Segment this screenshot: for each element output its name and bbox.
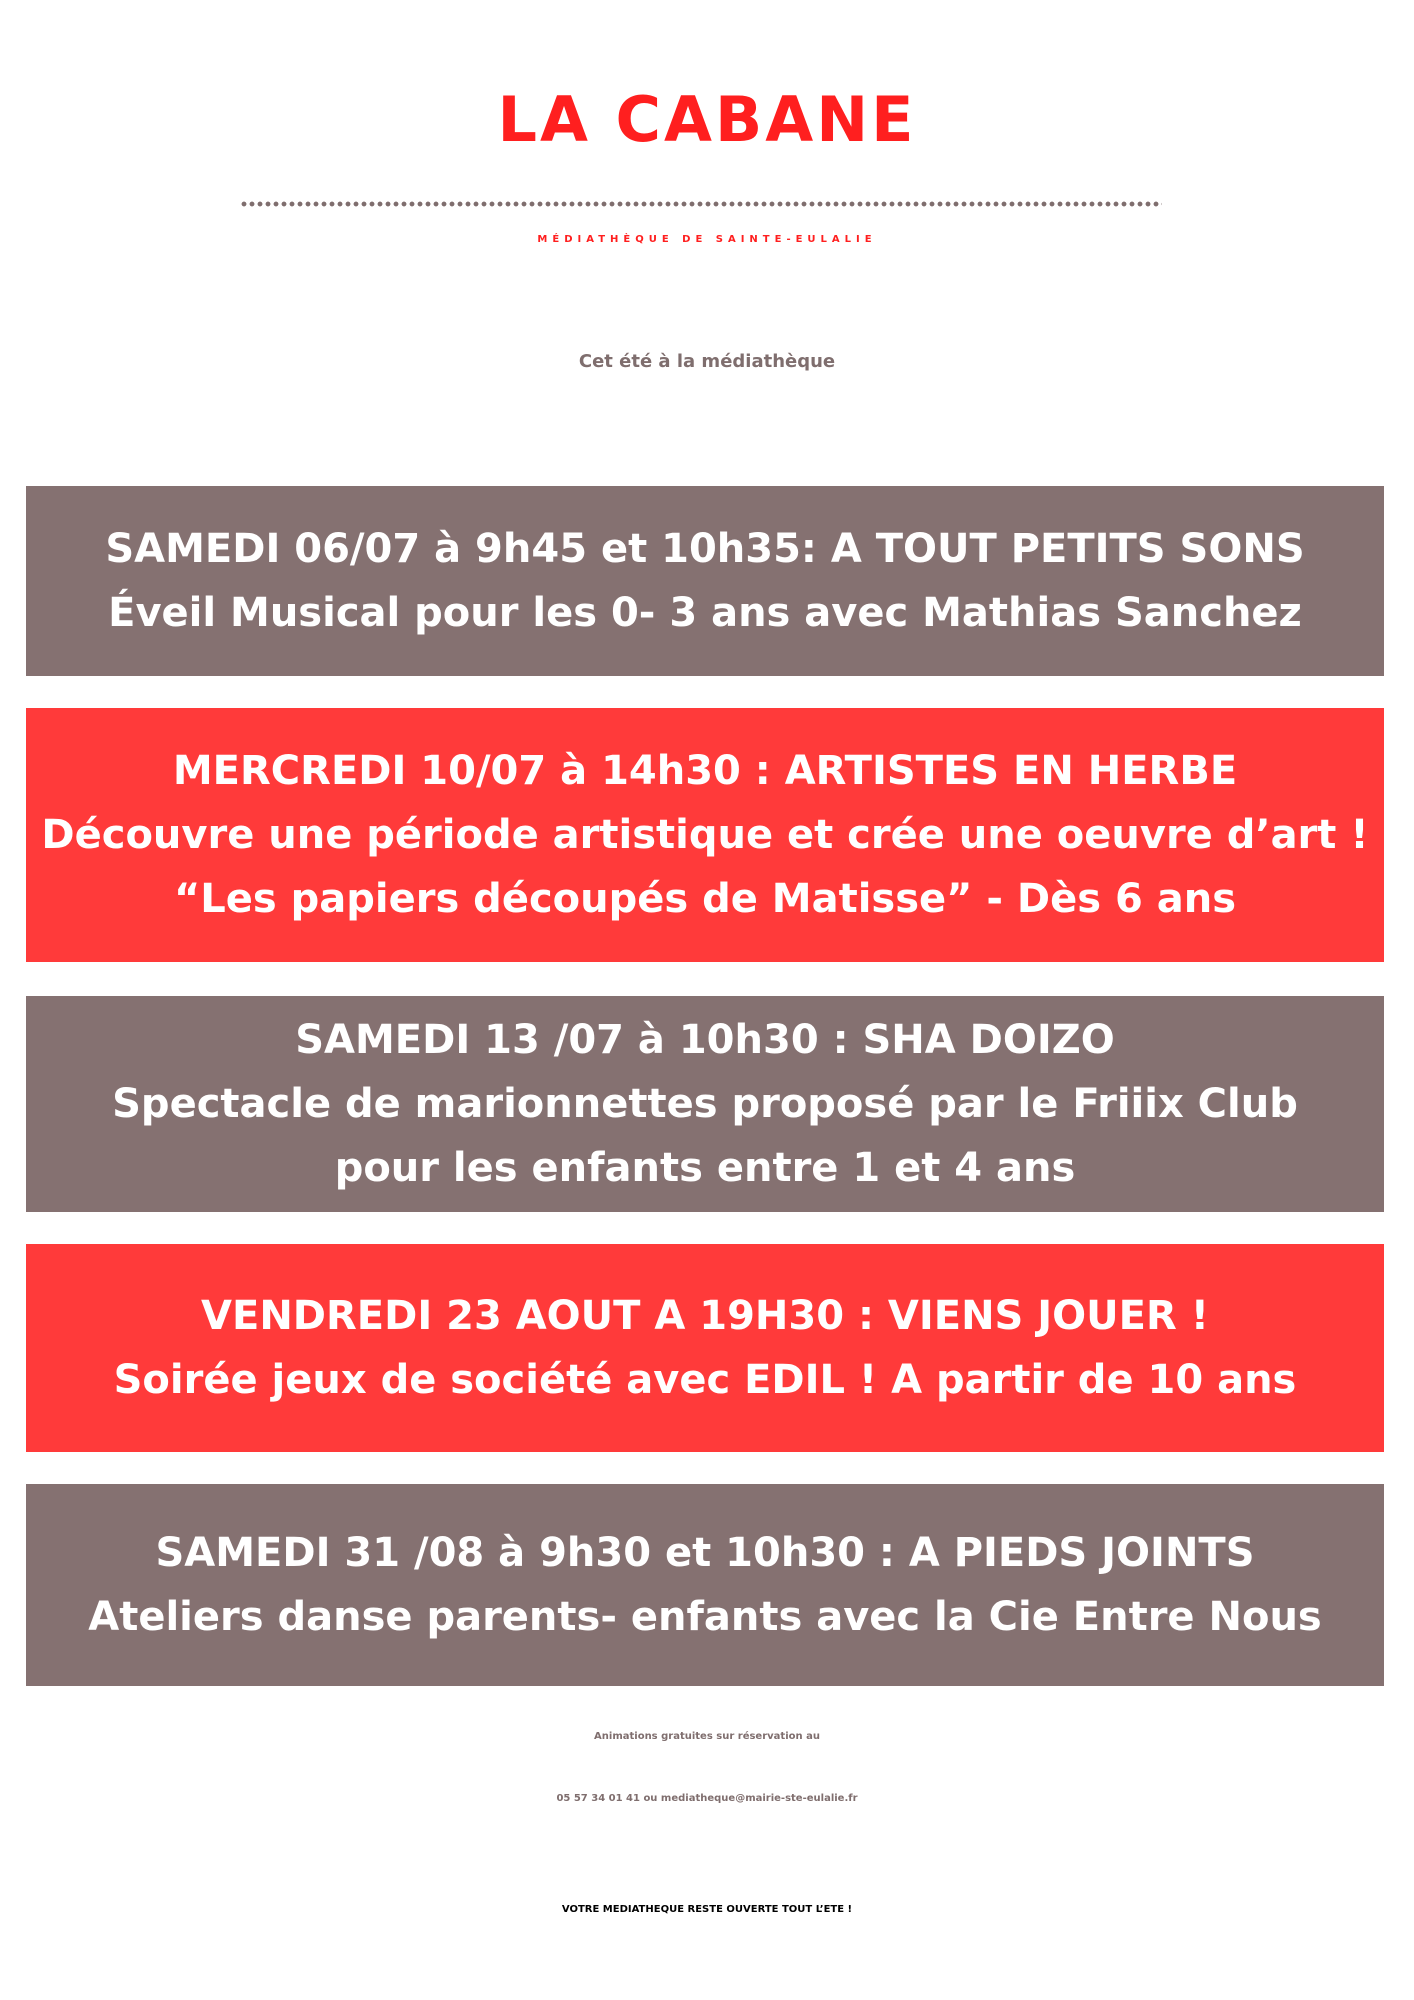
- event-title: SAMEDI 13 /07 à 10h30 : SHA DOIZO: [295, 1017, 1115, 1063]
- event-card-1: [26, 486, 1384, 676]
- opening-notice: VOTRE MEDIATHEQUE RESTE OUVERTE TOUT L’ETE !: [561, 1904, 853, 1915]
- event-title: SAMEDI 31 /08 à 9h30 et 10h30 : A PIEDS JOINTS: [155, 1530, 1255, 1576]
- event-description: Ateliers danse parents- enfants avec la Cie Entre Nous: [88, 1594, 1322, 1640]
- event-description: pour les enfants entre 1 et 4 ans: [334, 1145, 1076, 1191]
- logo-dotted-divider: [240, 200, 1162, 208]
- logo-title: LA CABANE: [497, 83, 917, 156]
- event-description: Découvre une période artistique et crée une oeuvre d’art !: [41, 812, 1369, 858]
- event-card-5: [26, 1484, 1384, 1686]
- reservation-contact: 05 57 34 01 41 ou mediatheque@mairie-ste-eulalie.fr: [556, 1793, 858, 1804]
- event-description: Soirée jeux de société avec EDIL ! A partir de 10 ans: [113, 1357, 1297, 1403]
- reservation-text: Animations gratuites sur réservation au: [594, 1731, 820, 1742]
- event-title: SAMEDI 06/07 à 9h45 et 10h35: A TOUT PETITS SONS: [105, 526, 1305, 572]
- event-title: MERCREDI 10/07 à 14h30 : ARTISTES EN HERBE: [172, 748, 1238, 794]
- event-description: Éveil Musical pour les 0- 3 ans avec Mathias Sanchez: [108, 590, 1302, 636]
- event-description: Spectacle de marionnettes proposé par le Friiix Club: [112, 1081, 1298, 1127]
- page-title: Cet été à la médiathèque: [578, 351, 836, 372]
- reservation-info: [0, 1706, 1414, 1830]
- event-card-2: [26, 708, 1384, 962]
- event-card-4: [26, 1244, 1384, 1452]
- event-title: VENDREDI 23 AOUT A 19H30 : VIENS JOUER !: [201, 1293, 1209, 1339]
- logo-subtitle: MÉDIATHÈQUE DE SAINTE-EULALIE: [537, 234, 877, 245]
- event-description: “Les papiers découpés de Matisse” - Dès 6 ans: [173, 876, 1237, 922]
- event-card-3: [26, 996, 1384, 1212]
